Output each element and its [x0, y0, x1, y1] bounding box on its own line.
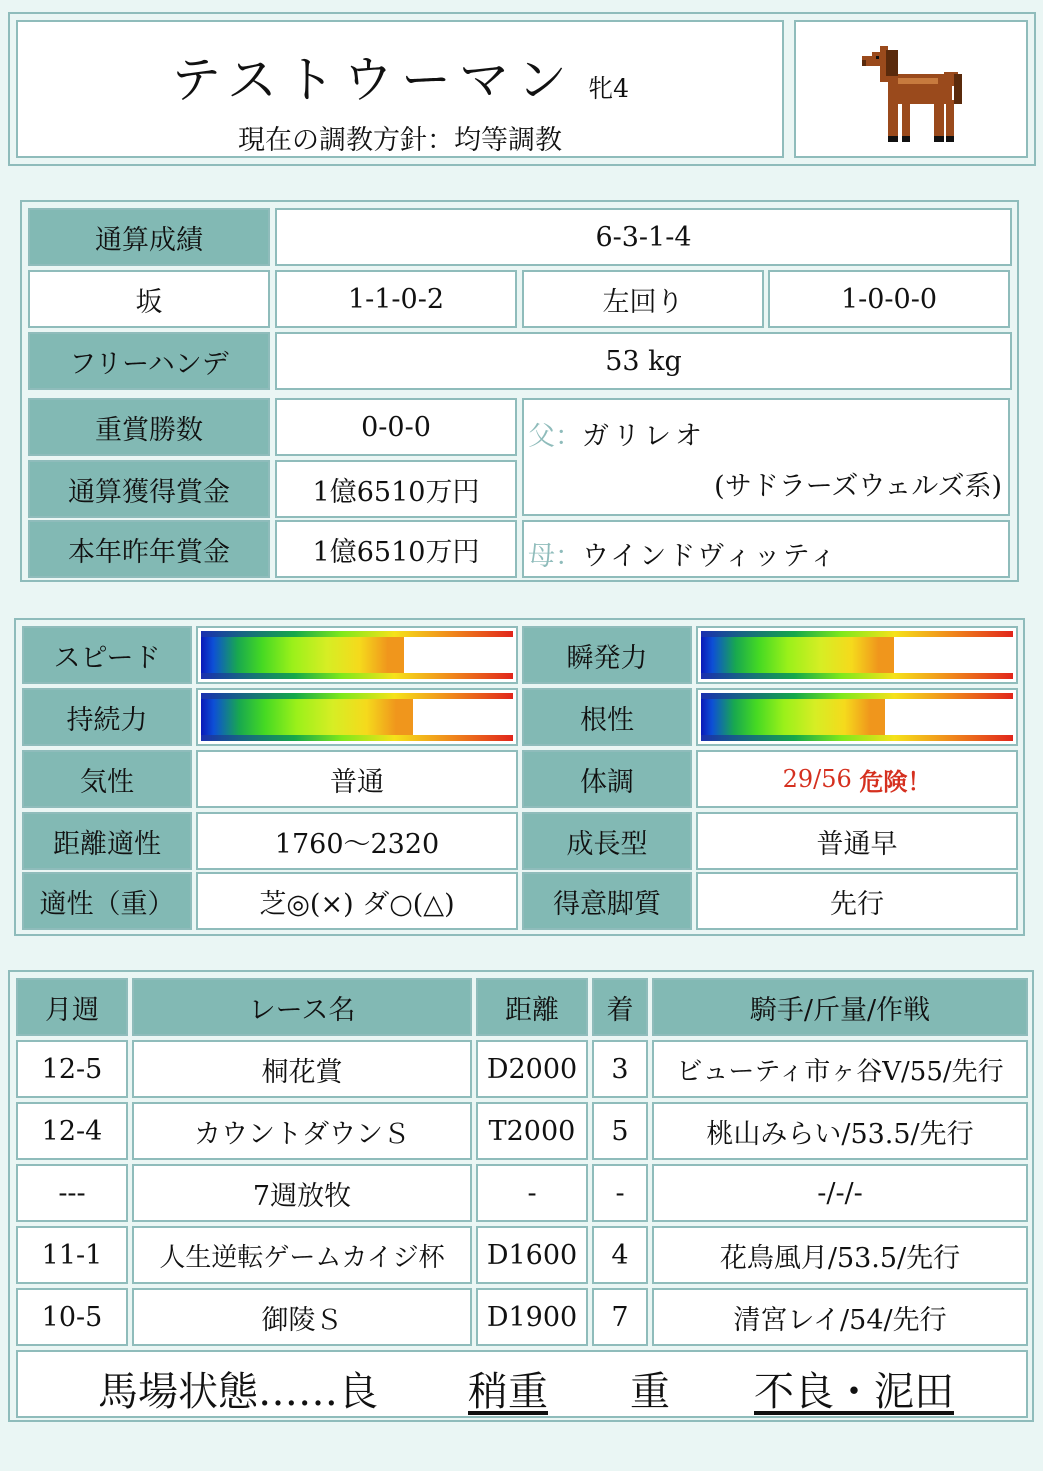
race-row-jockey: 桃山みらい/53.5/先行	[652, 1102, 1028, 1160]
stamina-bar	[196, 688, 518, 746]
horse-sprite-icon	[858, 42, 966, 146]
burst-label: 瞬発力	[522, 626, 692, 684]
race-row-week: 12-4	[16, 1102, 128, 1160]
race-row-distance: D1900	[476, 1288, 588, 1346]
style-label: 得意脚質	[522, 872, 692, 930]
style-value: 先行	[696, 872, 1018, 930]
speed-bar	[196, 626, 518, 684]
race-row-place: 5	[592, 1102, 648, 1160]
track-heavy[interactable]: 重	[630, 1369, 670, 1415]
race-row-jockey: ビューティ市ヶ谷V/55/先行	[652, 1040, 1028, 1098]
race-row-week: 10-5	[16, 1288, 128, 1346]
sire-label: 父：	[528, 421, 582, 452]
race-row-distance: -	[476, 1164, 588, 1222]
temper-value: 普通	[196, 750, 518, 808]
header-panel	[8, 12, 1036, 166]
track-slightly-heavy[interactable]: 稍重	[468, 1369, 548, 1415]
slope-label: 坂	[28, 270, 270, 328]
total-value: 6-3-1-4	[275, 208, 1012, 266]
total-label: 通算成績	[28, 208, 270, 266]
track-condition-bar	[16, 1350, 1028, 1418]
sire-box	[522, 398, 1010, 516]
sire-name: ガリレオ	[582, 421, 706, 452]
growth-value: 普通早	[696, 812, 1018, 870]
race-row-name: 7週放牧	[132, 1164, 472, 1222]
total-prize-value: 1億6510万円	[275, 460, 517, 518]
grade-wins-value: 0-0-0	[275, 398, 517, 456]
race-row-name: 人生逆転ゲームカイジ杯	[132, 1226, 472, 1284]
race-row-place: 4	[592, 1226, 648, 1284]
race-row-place: 7	[592, 1288, 648, 1346]
race-row-distance: D1600	[476, 1226, 588, 1284]
sex-age: 牝4	[588, 74, 629, 103]
race-row-week: ---	[16, 1164, 128, 1222]
track-bad[interactable]: 不良・泥田	[754, 1369, 954, 1415]
guts-label: 根性	[522, 688, 692, 746]
total-prize-label: 通算獲得賞金	[28, 460, 270, 518]
condition-value: 29/56	[782, 765, 852, 793]
training-policy-value: 均等調教	[454, 125, 562, 156]
race-header-jockey: 騎手/斤量/作戦	[652, 978, 1028, 1036]
dam-label: 母：	[528, 541, 582, 572]
race-row-place: 3	[592, 1040, 648, 1098]
record-panel	[20, 200, 1019, 582]
race-header-distance: 距離	[476, 978, 588, 1036]
race-header-place: 着	[592, 978, 648, 1036]
growth-label: 成長型	[522, 812, 692, 870]
race-row-distance: D2000	[476, 1040, 588, 1098]
race-row-jockey: 花鳥風月/53.5/先行	[652, 1226, 1028, 1284]
recent-prize-value: 1億6510万円	[275, 520, 517, 578]
training-policy-label: 現在の調教方針：	[238, 125, 454, 156]
distance-label: 距離適性	[22, 812, 192, 870]
slope-value: 1-1-0-2	[275, 270, 517, 328]
name-box	[16, 20, 784, 158]
abilities-panel	[14, 618, 1025, 936]
race-row-week: 12-5	[16, 1040, 128, 1098]
race-row-distance: T2000	[476, 1102, 588, 1160]
temper-label: 気性	[22, 750, 192, 808]
recent-prize-label: 本年昨年賞金	[28, 520, 270, 578]
race-header-name: レース名	[132, 978, 472, 1036]
sire-line: (サドラーズウェルズ系)	[714, 471, 1002, 502]
grade-wins-label: 重賞勝数	[28, 398, 270, 456]
guts-bar	[696, 688, 1018, 746]
condition-value-box	[696, 750, 1018, 808]
free-handicap-value: 53 kg	[275, 332, 1012, 390]
track-good: 良	[338, 1369, 378, 1415]
race-row-name: 桐花賞	[132, 1040, 472, 1098]
surface-value: 芝◎(×) ダ○(△)	[196, 872, 518, 930]
left-turn-value: 1-0-0-0	[768, 270, 1010, 328]
free-handicap-label: フリーハンデ	[28, 332, 270, 390]
race-row-jockey: -/-/-	[652, 1164, 1028, 1222]
race-row-name: 御陵Ｓ	[132, 1288, 472, 1346]
distance-value: 1760〜2320	[196, 812, 518, 870]
race-row-place: -	[592, 1164, 648, 1222]
surface-label: 適性（重）	[22, 872, 192, 930]
speed-label: スピード	[22, 626, 192, 684]
race-history-panel	[8, 970, 1034, 1422]
burst-bar	[696, 626, 1018, 684]
race-row-week: 11-1	[16, 1226, 128, 1284]
left-turn-label: 左回り	[522, 270, 764, 328]
condition-status: 危険！	[859, 766, 932, 796]
horse-name: テストウーマン	[171, 51, 575, 109]
track-label: 馬場状態……	[98, 1369, 338, 1415]
stamina-label: 持続力	[22, 688, 192, 746]
condition-label: 体調	[522, 750, 692, 808]
dam-box	[522, 520, 1010, 578]
horse-icon-box	[794, 20, 1028, 158]
race-row-name: カウントダウンＳ	[132, 1102, 472, 1160]
race-row-jockey: 清宮レイ/54/先行	[652, 1288, 1028, 1346]
dam-name: ウインドヴィッティ	[582, 541, 839, 572]
race-header-week: 月週	[16, 978, 128, 1036]
